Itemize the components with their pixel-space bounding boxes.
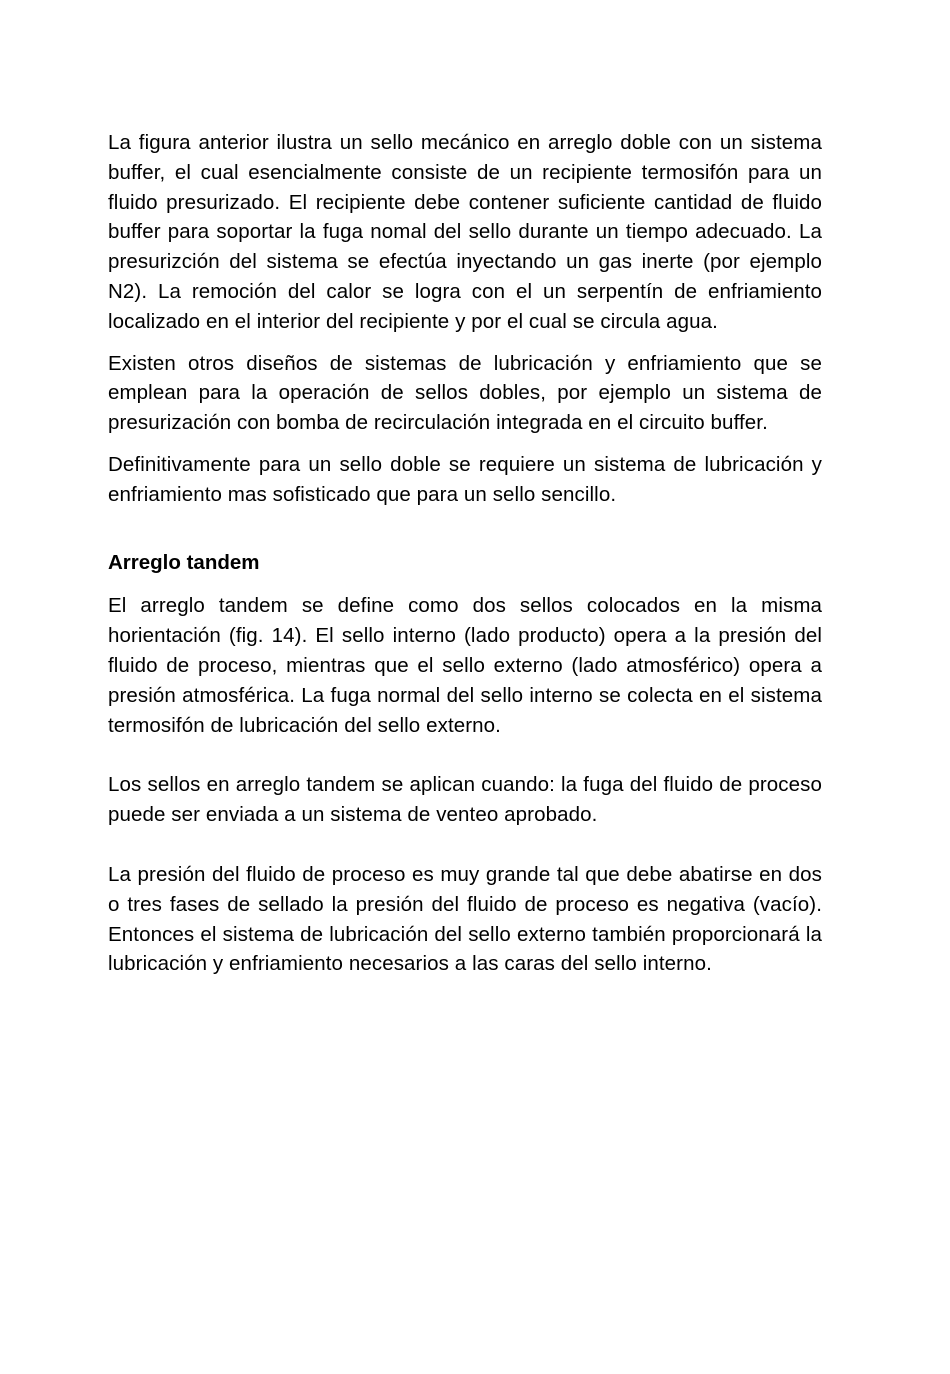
paragraph-other-lubrication-designs: Existen otros diseños de sistemas de lubricación y enfriamiento que se emplean para la operación de sellos dobles, por ejemplo un sistema de presurización con bomba de recirculación integrada en el circuito buffer. — [108, 351, 822, 435]
heading-spacer — [108, 522, 822, 548]
paragraph-double-seal-buffer-system: La figura anterior ilustra un sello mecánico en arreglo doble con un sistema buffer, el cual esencialmente consiste de un recipiente termosifón para un fluido presurizado. El recipiente debe contener suficiente cantidad de fluido buffer para soportar la fuga nomal del sello durante un tiempo adecuado. La presurizción del sistema se efectúa inyectando un gas inerte (por ejemplo N2). La remoción del calor se logra con el un serpentín de enfriamiento localizado en el interior del recipiente y por el cual se circula agua. — [108, 131, 822, 333]
paragraph-spacer-1 — [108, 752, 822, 770]
paragraph-tandem-definition: El arreglo tandem se define como dos sellos colocados en la misma horientación (fig. 14). El sello interno (lado producto) opera a la presión del fluido de proceso, mientras que el sello externo (lado atmosférico) opera a presión atmosférica. La fuga normal del sello interno se colecta en el sistema termosifón de lubricación del sello externo. — [108, 594, 822, 737]
paragraph-tandem-applications: Los sellos en arreglo tandem se aplican cuando: la fuga del fluido de proceso puede ser enviada a un sistema de venteo aprobado. — [108, 773, 822, 827]
document-body — [108, 128, 822, 979]
paragraph-process-fluid-pressure: La presión del fluido de proceso es muy grande tal que debe abatirse en dos o tres fases de sellado la presión del fluido de proceso es negativa (vacío). Entonces el sistema de lubricación del sello externo también proporcionará la lubricación y enfriamiento necesarios a las caras del sello interno. — [108, 862, 822, 976]
section-heading-arreglo-tandem: Arreglo tandem — [108, 550, 260, 574]
paragraph-double-seal-requirements: Definitivamente para un sello doble se requiere un sistema de lubricación y enfriamiento mas sofisticado que para un sello sencillo. — [108, 452, 822, 506]
paragraph-spacer-2 — [108, 842, 822, 860]
